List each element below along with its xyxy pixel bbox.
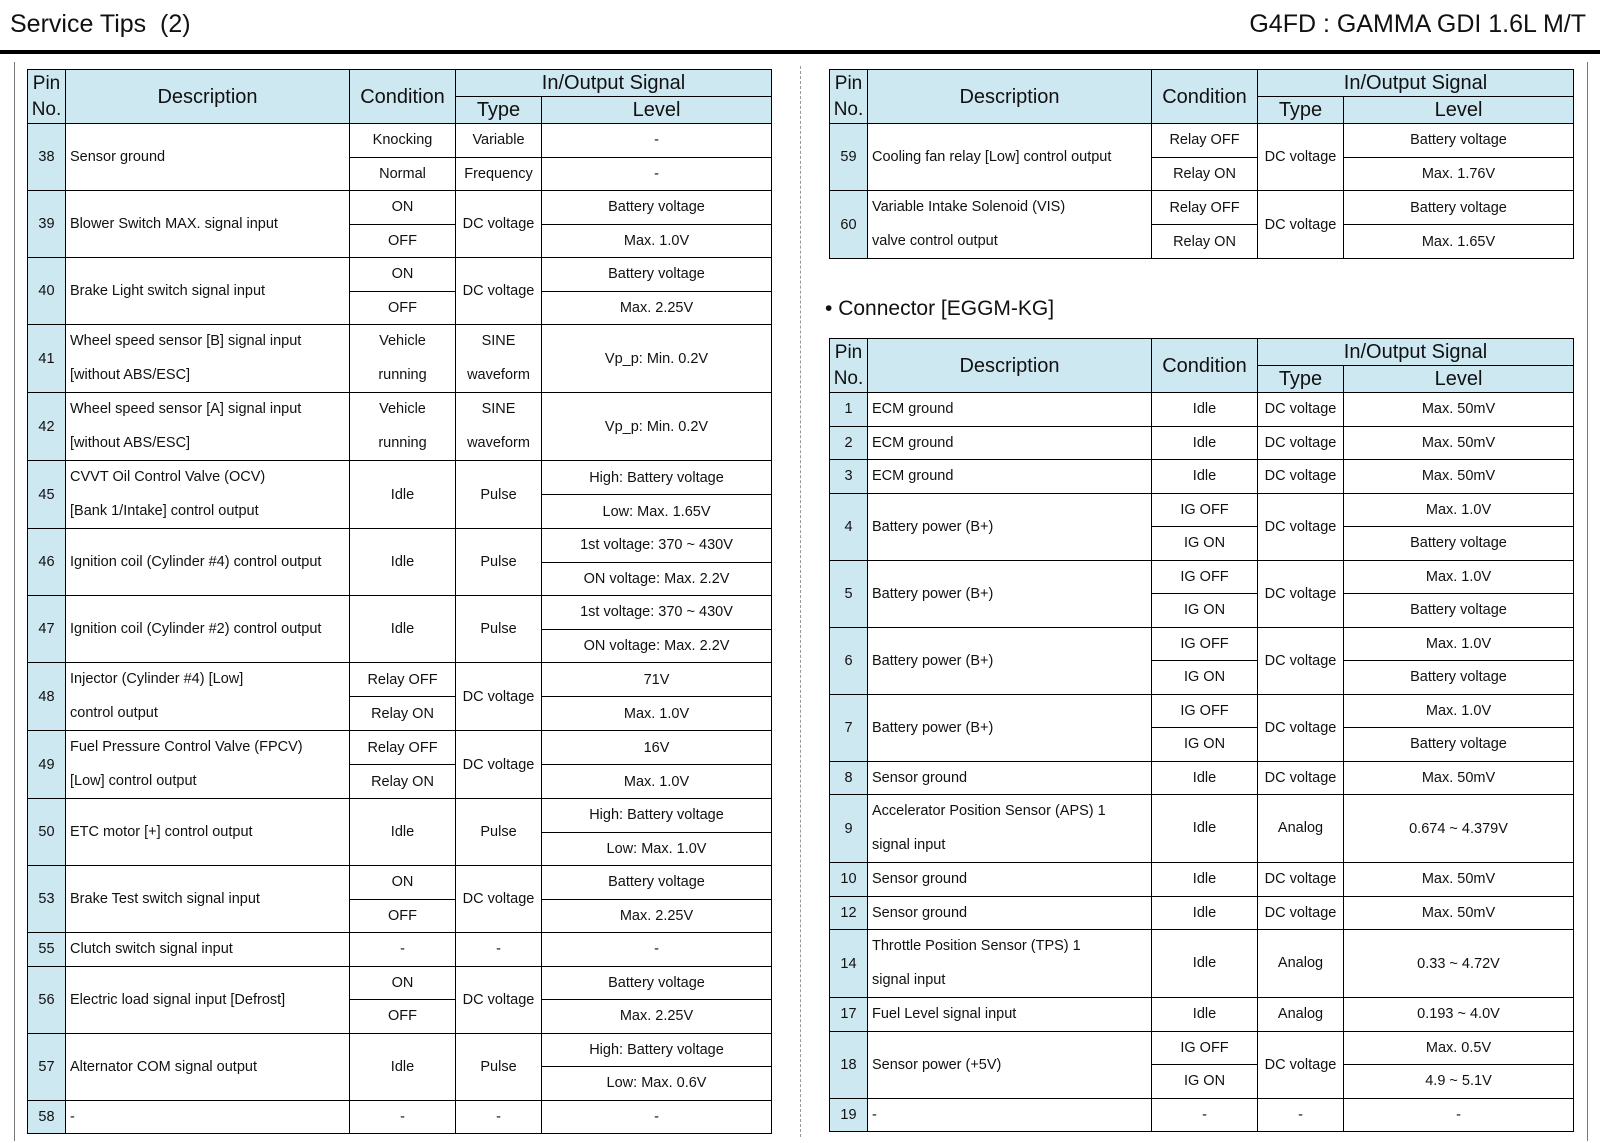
pin-no-header: Pin No. <box>28 70 66 124</box>
table-row <box>830 795 1574 863</box>
pin-description: ECM ground <box>868 460 1152 494</box>
condition-cell: Idle <box>350 461 456 529</box>
condition-cell: Idle <box>350 799 456 866</box>
table-row <box>830 1031 1574 1065</box>
signal-level-cell: Max. 1.0V <box>542 224 772 258</box>
pin-description: Injector (Cylinder #4) [Low] control output <box>66 663 350 731</box>
pin-number: 60 <box>830 191 868 259</box>
condition-cell: IG ON <box>1152 1065 1258 1099</box>
pin-number: 17 <box>830 998 868 1032</box>
condition-cell: Idle <box>1152 393 1258 427</box>
pin-description: Electric load signal input [Defrost] <box>66 966 350 1033</box>
signal-level-cell: Max. 50mV <box>1344 460 1574 494</box>
signal-level-cell: Max. 1.0V <box>542 697 772 731</box>
signal-level-cell: Max. 1.0V <box>1344 694 1574 728</box>
table-row <box>830 560 1574 594</box>
in-output-signal-header: In/Output Signal <box>456 70 772 97</box>
signal-level-cell: Max. 50mV <box>1344 426 1574 460</box>
condition-cell: Idle <box>1152 460 1258 494</box>
pin-number: 5 <box>830 560 868 627</box>
pin-number: 6 <box>830 627 868 694</box>
pin-description: Sensor power (+5V) <box>868 1031 1152 1098</box>
table-row <box>28 461 772 495</box>
condition-cell: OFF <box>350 224 456 258</box>
condition-cell: - <box>350 1100 456 1134</box>
condition-cell: Relay OFF <box>1152 124 1258 158</box>
table-row <box>28 933 772 967</box>
signal-type-cell: Pulse <box>456 596 542 663</box>
condition-cell: Knocking <box>350 124 456 158</box>
condition-cell: ON <box>350 258 456 292</box>
table-row <box>28 866 772 900</box>
condition-cell: OFF <box>350 1000 456 1034</box>
signal-level-cell: Battery voltage <box>1344 527 1574 561</box>
pin-description: Fuel Pressure Control Valve (FPCV) [Low] control output <box>66 731 350 799</box>
pin-number: 19 <box>830 1098 868 1132</box>
signal-level-cell: Vp_p: Min. 0.2V <box>542 393 772 461</box>
signal-level-cell: 1st voltage: 370 ~ 430V <box>542 529 772 563</box>
signal-level-cell: Max. 50mV <box>1344 393 1574 427</box>
pin-number: 53 <box>28 866 66 933</box>
left-pin-table <box>27 69 772 1134</box>
condition-cell: IG OFF <box>1152 1031 1258 1065</box>
signal-level-cell: Max. 1.0V <box>542 765 772 799</box>
signal-level-cell: Max. 1.76V <box>1344 157 1574 191</box>
pin-number: 45 <box>28 461 66 529</box>
condition-cell: Relay ON <box>1152 225 1258 259</box>
signal-level-cell: - <box>1344 1098 1574 1132</box>
table-row <box>28 596 772 630</box>
condition-cell: Relay ON <box>350 697 456 731</box>
condition-cell: - <box>1152 1098 1258 1132</box>
signal-type-cell: - <box>456 933 542 967</box>
pin-description: ECM ground <box>868 393 1152 427</box>
signal-level-cell: Max. 1.0V <box>1344 560 1574 594</box>
signal-type-cell: DC voltage <box>456 966 542 1033</box>
signal-type-cell: SINE waveform <box>456 393 542 461</box>
signal-type-cell: DC voltage <box>1258 896 1344 930</box>
pin-number: 18 <box>830 1031 868 1098</box>
signal-level-cell: Low: Max. 1.65V <box>542 495 772 529</box>
condition-cell: Relay ON <box>350 765 456 799</box>
signal-type-cell: Pulse <box>456 799 542 866</box>
condition-cell: ON <box>350 866 456 900</box>
pin-number: 4 <box>830 493 868 560</box>
signal-type-cell: Pulse <box>456 529 542 596</box>
signal-type-cell: DC voltage <box>1258 460 1344 494</box>
condition-cell: Idle <box>350 1033 456 1100</box>
condition-cell: IG ON <box>1152 594 1258 628</box>
signal-level-cell: - <box>542 933 772 967</box>
type-header: Type <box>1258 366 1344 393</box>
pin-number: 9 <box>830 795 868 863</box>
signal-type-cell: DC voltage <box>1258 761 1344 795</box>
signal-level-cell: Max. 2.25V <box>542 899 772 933</box>
pin-description: Cooling fan relay [Low] control output <box>868 124 1152 191</box>
signal-type-cell: Analog <box>1258 998 1344 1032</box>
signal-type-cell: DC voltage <box>456 866 542 933</box>
table-row <box>28 393 772 461</box>
pin-description: Wheel speed sensor [B] signal input [without ABS/ESC] <box>66 325 350 393</box>
description-header: Description <box>868 70 1152 124</box>
signal-level-cell: Battery voltage <box>1344 191 1574 225</box>
pin-description: Fuel Level signal input <box>868 998 1152 1032</box>
signal-level-cell: Battery voltage <box>542 258 772 292</box>
signal-level-cell: High: Battery voltage <box>542 461 772 495</box>
signal-level-cell: Low: Max. 0.6V <box>542 1067 772 1101</box>
signal-level-cell: Battery voltage <box>542 866 772 900</box>
engine-model: G4FD : GAMMA GDI 1.6L M/T <box>1249 10 1586 38</box>
pin-description: Brake Test switch signal input <box>66 866 350 933</box>
table-row <box>830 460 1574 494</box>
signal-type-cell: Variable <box>456 124 542 158</box>
signal-type-cell: DC voltage <box>1258 694 1344 761</box>
signal-type-cell: DC voltage <box>1258 191 1344 259</box>
description-header: Description <box>868 339 1152 393</box>
signal-type-cell: DC voltage <box>456 191 542 258</box>
pin-description: - <box>66 1100 350 1134</box>
pin-description: CVVT Oil Control Valve (OCV) [Bank 1/Intake] control output <box>66 461 350 529</box>
table-row <box>830 896 1574 930</box>
signal-type-cell: - <box>1258 1098 1344 1132</box>
signal-type-cell: - <box>456 1100 542 1134</box>
condition-cell: Idle <box>1152 795 1258 863</box>
page-title: Service Tips (2) <box>10 10 191 38</box>
table-row <box>28 799 772 833</box>
condition-header: Condition <box>1152 339 1258 393</box>
signal-type-cell: Analog <box>1258 795 1344 863</box>
signal-type-cell: Pulse <box>456 1033 542 1100</box>
pin-number: 56 <box>28 966 66 1033</box>
pin-number: 7 <box>830 694 868 761</box>
condition-cell: Vehicle running <box>350 325 456 393</box>
pin-number: 58 <box>28 1100 66 1134</box>
signal-level-cell: Battery voltage <box>1344 594 1574 628</box>
type-header: Type <box>1258 97 1344 124</box>
table-row <box>830 1098 1574 1132</box>
pin-number: 49 <box>28 731 66 799</box>
pin-description: Clutch switch signal input <box>66 933 350 967</box>
pin-description: Throttle Position Sensor (TPS) 1 signal input <box>868 930 1152 998</box>
condition-cell: OFF <box>350 291 456 325</box>
pin-description: Blower Switch MAX. signal input <box>66 191 350 258</box>
table-row <box>830 930 1574 998</box>
condition-cell: ON <box>350 966 456 1000</box>
condition-cell: IG OFF <box>1152 560 1258 594</box>
condition-cell: IG ON <box>1152 527 1258 561</box>
pin-number: 2 <box>830 426 868 460</box>
pin-number: 10 <box>830 863 868 897</box>
signal-type-cell: DC voltage <box>1258 627 1344 694</box>
pin-no-header: Pin No. <box>830 70 868 124</box>
table-row <box>28 731 772 765</box>
signal-level-cell: Vp_p: Min. 0.2V <box>542 325 772 393</box>
pin-description: Ignition coil (Cylinder #2) control output <box>66 596 350 663</box>
condition-cell: Normal <box>350 157 456 191</box>
table-row <box>830 493 1574 527</box>
table-row <box>28 663 772 697</box>
signal-type-cell: DC voltage <box>456 731 542 799</box>
signal-level-cell: - <box>542 157 772 191</box>
level-header: Level <box>1344 366 1574 393</box>
signal-level-cell: Battery voltage <box>542 966 772 1000</box>
pin-number: 47 <box>28 596 66 663</box>
table-row <box>28 529 772 563</box>
level-header: Level <box>542 97 772 124</box>
condition-cell: Idle <box>1152 896 1258 930</box>
condition-cell: - <box>350 933 456 967</box>
in-output-signal-header: In/Output Signal <box>1258 70 1574 97</box>
signal-level-cell: 0.674 ~ 4.379V <box>1344 795 1574 863</box>
table-row <box>28 1033 772 1067</box>
signal-type-cell: Analog <box>1258 930 1344 998</box>
signal-level-cell: Max. 50mV <box>1344 761 1574 795</box>
signal-level-cell: Max. 50mV <box>1344 863 1574 897</box>
condition-cell: Idle <box>1152 761 1258 795</box>
table-row <box>830 426 1574 460</box>
condition-cell: Relay OFF <box>350 663 456 697</box>
signal-level-cell: 0.193 ~ 4.0V <box>1344 998 1574 1032</box>
pin-number: 38 <box>28 124 66 191</box>
condition-cell: Idle <box>1152 863 1258 897</box>
pin-description: Brake Light switch signal input <box>66 258 350 325</box>
signal-level-cell: Max. 1.0V <box>1344 627 1574 661</box>
table-row <box>830 998 1574 1032</box>
pin-number: 57 <box>28 1033 66 1100</box>
pin-description: Battery power (B+) <box>868 694 1152 761</box>
signal-type-cell: DC voltage <box>1258 426 1344 460</box>
pin-number: 59 <box>830 124 868 191</box>
pin-no-header: Pin No. <box>830 339 868 393</box>
in-output-signal-header: In/Output Signal <box>1258 339 1574 366</box>
signal-type-cell: DC voltage <box>1258 493 1344 560</box>
pin-description: - <box>868 1098 1152 1132</box>
table-row <box>28 191 772 225</box>
description-header: Description <box>66 70 350 124</box>
table-row <box>830 863 1574 897</box>
condition-cell: Idle <box>350 596 456 663</box>
pin-number: 46 <box>28 529 66 596</box>
connector-title: Connector [EGGM-KG] <box>838 297 1055 320</box>
pin-description: ECM ground <box>868 426 1152 460</box>
condition-cell: IG ON <box>1152 728 1258 762</box>
pin-number: 40 <box>28 258 66 325</box>
column-divider <box>800 66 801 1137</box>
pin-description: Sensor ground <box>868 761 1152 795</box>
table-row <box>28 966 772 1000</box>
signal-type-cell: DC voltage <box>456 663 542 731</box>
pin-number: 41 <box>28 325 66 393</box>
condition-header: Condition <box>1152 70 1258 124</box>
pin-number: 42 <box>28 393 66 461</box>
connector-pin-table <box>829 338 1574 1132</box>
condition-cell: IG OFF <box>1152 493 1258 527</box>
pin-number: 14 <box>830 930 868 998</box>
table-row <box>28 124 772 158</box>
page-header <box>0 0 1600 54</box>
condition-cell: Vehicle running <box>350 393 456 461</box>
signal-level-cell: 71V <box>542 663 772 697</box>
condition-cell: Relay OFF <box>350 731 456 765</box>
table-row <box>28 1100 772 1134</box>
signal-type-cell: Frequency <box>456 157 542 191</box>
signal-level-cell: Low: Max. 1.0V <box>542 832 772 866</box>
signal-type-cell: DC voltage <box>1258 124 1344 191</box>
pin-description: Variable Intake Solenoid (VIS) valve control output <box>868 191 1152 259</box>
pin-description: Sensor ground <box>868 863 1152 897</box>
signal-type-cell: SINE waveform <box>456 325 542 393</box>
condition-cell: Idle <box>1152 930 1258 998</box>
signal-type-cell: DC voltage <box>1258 1031 1344 1098</box>
signal-level-cell: Max. 2.25V <box>542 1000 772 1034</box>
pin-description: Alternator COM signal output <box>66 1033 350 1100</box>
pin-number: 1 <box>830 393 868 427</box>
pin-number: 50 <box>28 799 66 866</box>
connector-heading: • Connector [EGGM-KG] <box>825 297 1055 320</box>
signal-level-cell: High: Battery voltage <box>542 799 772 833</box>
signal-type-cell: Pulse <box>456 461 542 529</box>
signal-level-cell: 4.9 ~ 5.1V <box>1344 1065 1574 1099</box>
condition-cell: OFF <box>350 899 456 933</box>
condition-header: Condition <box>350 70 456 124</box>
table-row <box>830 124 1574 158</box>
signal-level-cell: Battery voltage <box>1344 124 1574 158</box>
condition-cell: Relay OFF <box>1152 191 1258 225</box>
condition-cell: Relay ON <box>1152 157 1258 191</box>
pin-description: Battery power (B+) <box>868 627 1152 694</box>
pin-number: 12 <box>830 896 868 930</box>
table-row <box>830 191 1574 225</box>
pin-description: Wheel speed sensor [A] signal input [without ABS/ESC] <box>66 393 350 461</box>
signal-level-cell: - <box>542 1100 772 1134</box>
signal-level-cell: 1st voltage: 370 ~ 430V <box>542 596 772 630</box>
table-row <box>28 325 772 393</box>
pin-description: Battery power (B+) <box>868 560 1152 627</box>
table-row <box>830 627 1574 661</box>
signal-type-cell: DC voltage <box>1258 393 1344 427</box>
condition-cell: ON <box>350 191 456 225</box>
type-header: Type <box>456 97 542 124</box>
table-row <box>830 393 1574 427</box>
signal-level-cell: 16V <box>542 731 772 765</box>
right-pin-table <box>829 69 1574 259</box>
pin-description: Accelerator Position Sensor (APS) 1 signal input <box>868 795 1152 863</box>
signal-level-cell: - <box>542 124 772 158</box>
table-row <box>28 258 772 292</box>
pin-description: ETC motor [+] control output <box>66 799 350 866</box>
signal-level-cell: Max. 2.25V <box>542 291 772 325</box>
table-row <box>830 694 1574 728</box>
signal-type-cell: DC voltage <box>1258 560 1344 627</box>
condition-cell: Idle <box>1152 426 1258 460</box>
condition-cell: IG OFF <box>1152 627 1258 661</box>
signal-level-cell: Battery voltage <box>1344 661 1574 695</box>
signal-level-cell: Battery voltage <box>542 191 772 225</box>
pin-number: 8 <box>830 761 868 795</box>
pin-description: Sensor ground <box>66 124 350 191</box>
signal-type-cell: DC voltage <box>456 258 542 325</box>
condition-cell: Idle <box>350 529 456 596</box>
condition-cell: IG OFF <box>1152 694 1258 728</box>
pin-number: 55 <box>28 933 66 967</box>
level-header: Level <box>1344 97 1574 124</box>
pin-number: 39 <box>28 191 66 258</box>
pin-number: 3 <box>830 460 868 494</box>
signal-level-cell: ON voltage: Max. 2.2V <box>542 629 772 663</box>
signal-level-cell: High: Battery voltage <box>542 1033 772 1067</box>
signal-level-cell: Battery voltage <box>1344 728 1574 762</box>
condition-cell: IG ON <box>1152 661 1258 695</box>
signal-type-cell: DC voltage <box>1258 863 1344 897</box>
signal-level-cell: Max. 1.0V <box>1344 493 1574 527</box>
pin-description: Ignition coil (Cylinder #4) control output <box>66 529 350 596</box>
signal-level-cell: 0.33 ~ 4.72V <box>1344 930 1574 998</box>
table-row <box>830 761 1574 795</box>
pin-description: Sensor ground <box>868 896 1152 930</box>
signal-level-cell: Max. 50mV <box>1344 896 1574 930</box>
condition-cell: Idle <box>1152 998 1258 1032</box>
signal-level-cell: ON voltage: Max. 2.2V <box>542 562 772 596</box>
pin-description: Battery power (B+) <box>868 493 1152 560</box>
signal-level-cell: Max. 1.65V <box>1344 225 1574 259</box>
pin-number: 48 <box>28 663 66 731</box>
signal-level-cell: Max. 0.5V <box>1344 1031 1574 1065</box>
